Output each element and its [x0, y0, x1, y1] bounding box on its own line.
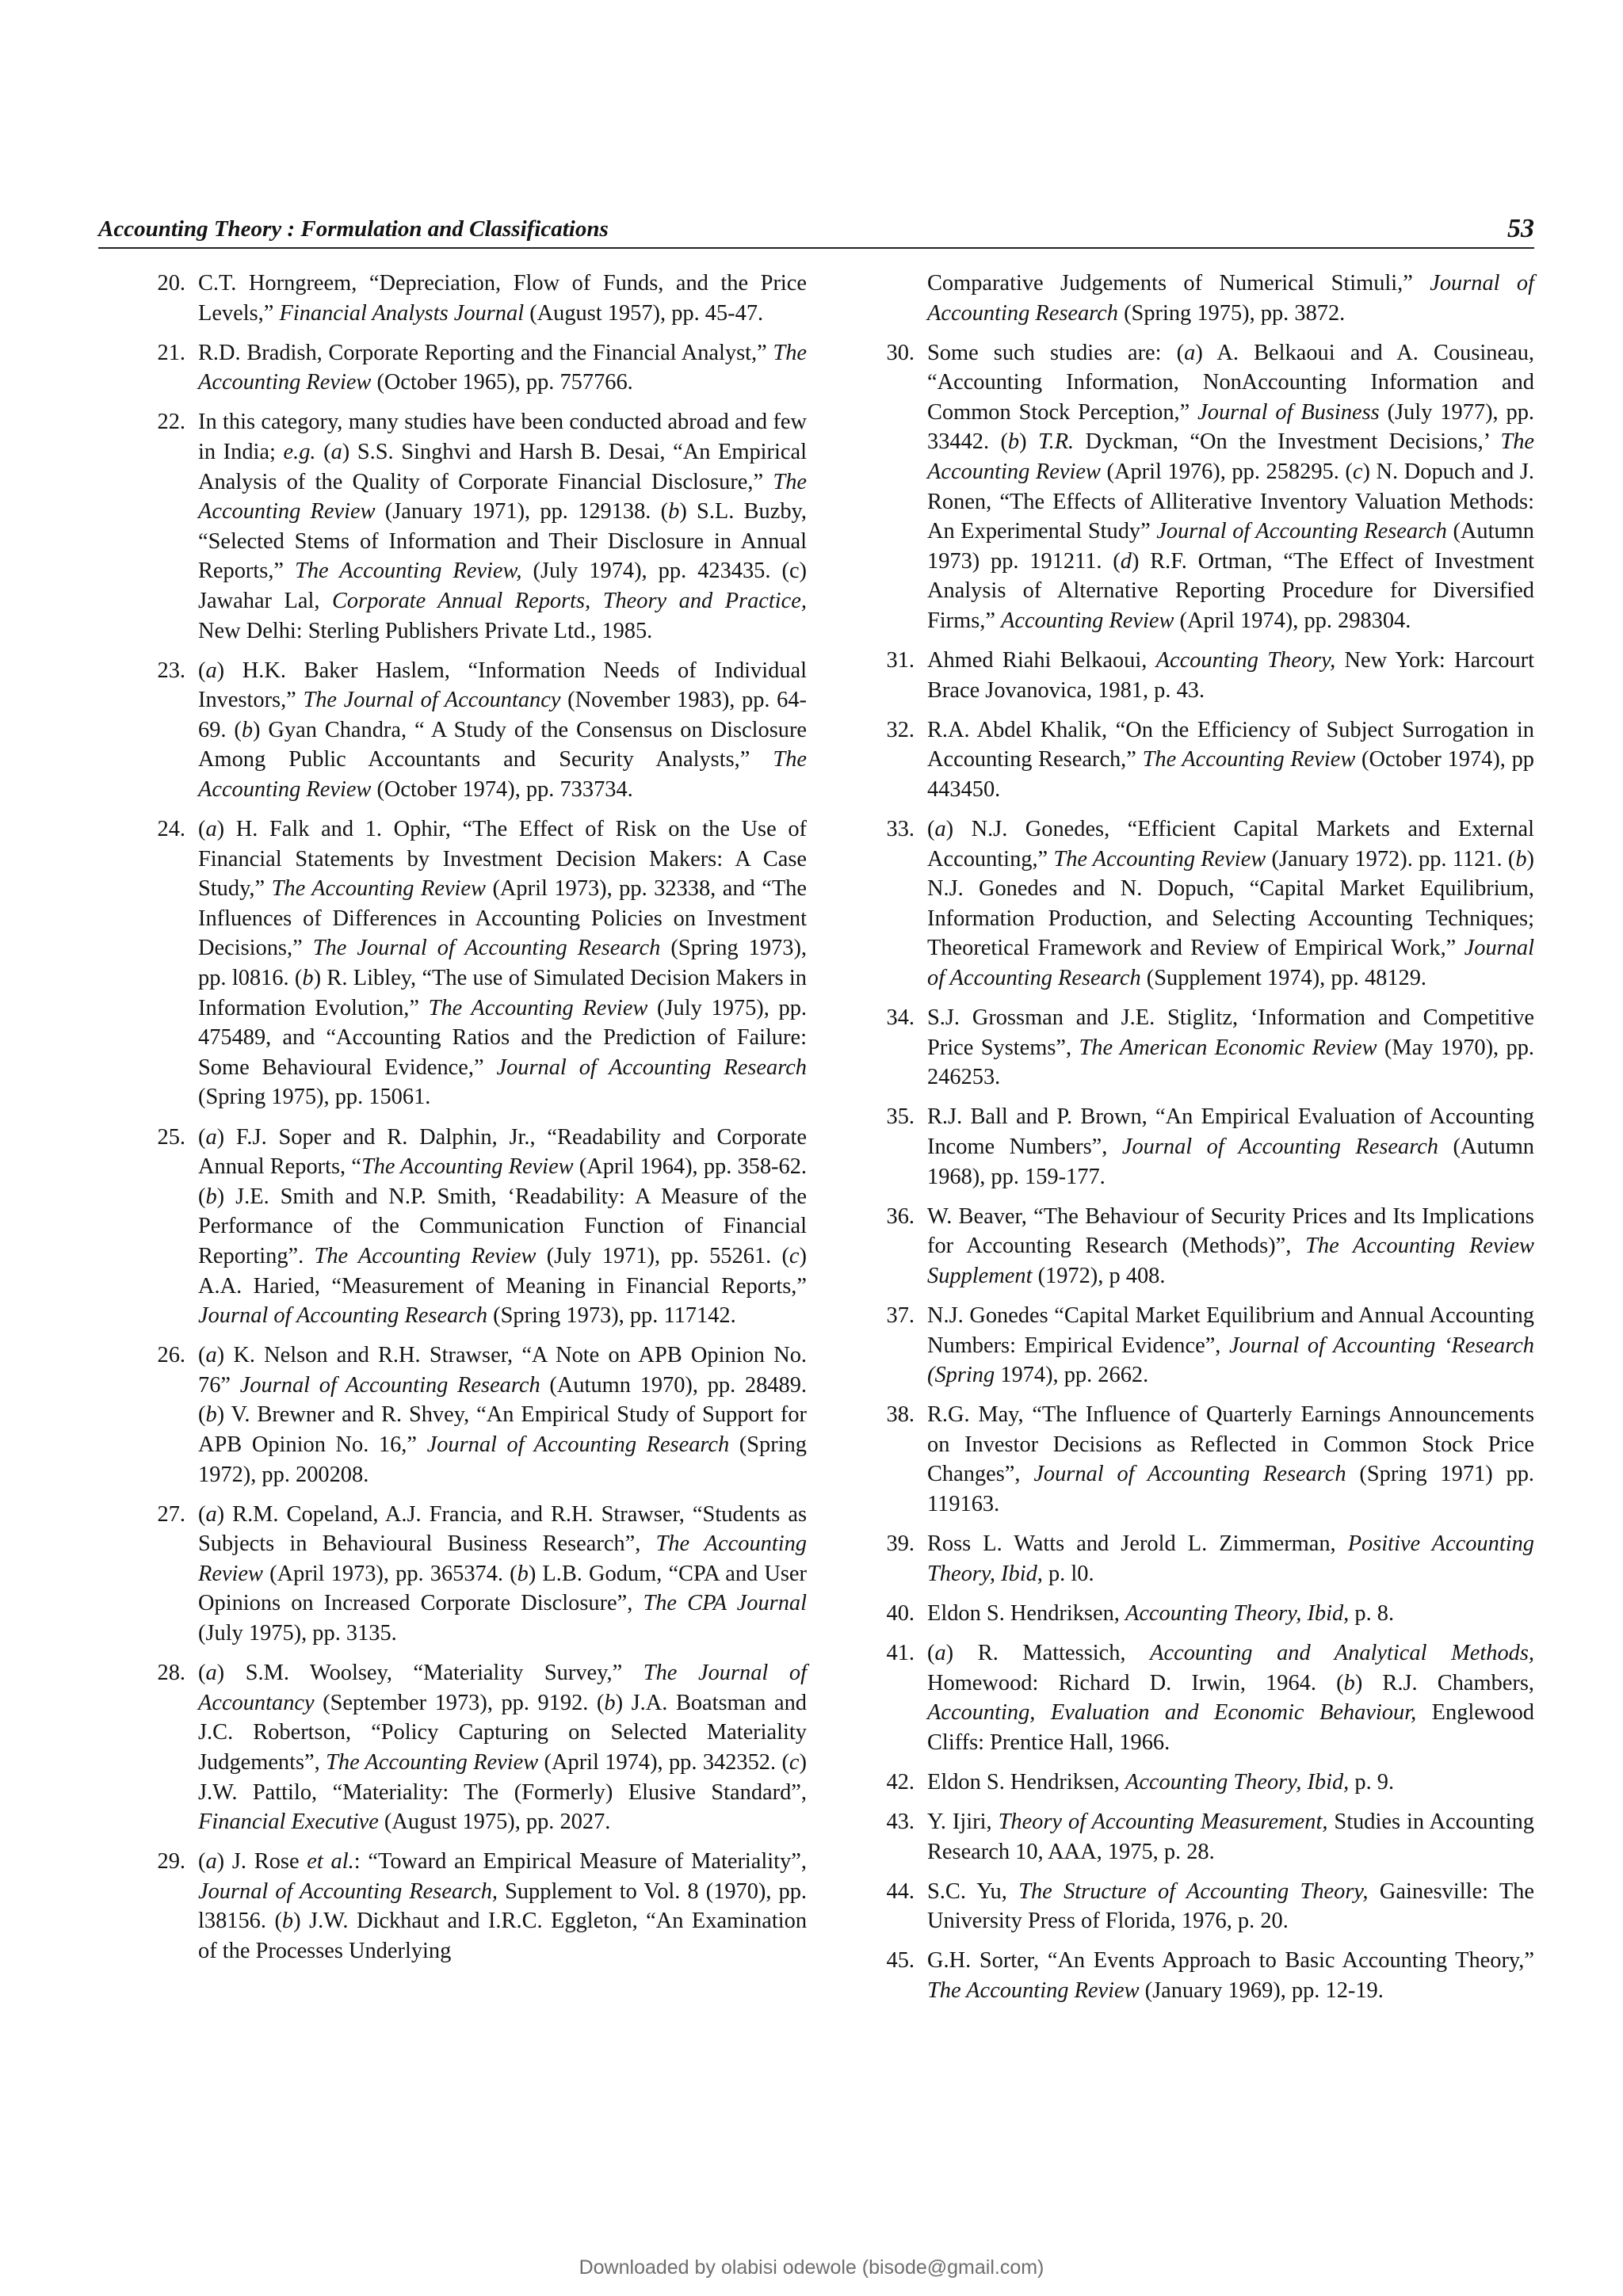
reference-entry — [880, 1768, 1534, 1798]
reference-text: W. Beaver, “The Behaviour of Security Prices and Its Implications for Accounting Research (Methods)”, The Accounting Review Supplement (1972), p 408. — [927, 1203, 1534, 1288]
reference-number: 41. — [886, 1640, 915, 1665]
reference-entry — [151, 338, 807, 398]
reference-entry — [880, 1102, 1534, 1192]
reference-text: R.G. May, “The Influence of Quarterly Earnings Announcements on Investor Decisions as Reflected in Common Stock Price Changes”, Journal of Accounting Research (Spring 1971) pp. 119163. — [927, 1402, 1534, 1517]
reference-entry — [151, 656, 807, 805]
reference-text: In this category, many studies have been conducted abroad and few in India; e.g. (a) S.S. Singhvi and Harsh B. Desai, “An Empirical Analysis of the Quality of Corporate Financial Disclosure,” The Accounting Review (January 1971), pp. 129138. (b) S.L. Buzby, “Selected Stems of Information and Their Disclosure in Annual Reports,” The Accounting Review, (July 1974), pp. 423435. (c) Jawahar Lal, Corporate Annual Reports, Theory and Practice, New Delhi: Sterling Publishers Private Ltd., 1985. — [198, 410, 808, 643]
reference-text: (a) R.M. Copeland, A.J. Francia, and R.H. Strawser, “Students as Subjects in Behavioural Business Research”, The Accounting Review (April 1973), pp. 365374. (b) L.B. Godum, “CPA and User Opinions on Increased Corporate Disclosure”, The CPA Journal (July 1975), pp. 3135. — [198, 1501, 808, 1646]
reference-number: 44. — [886, 1878, 915, 1904]
reference-text: (a) N.J. Gonedes, “Efficient Capital Markets and External Accounting,” The Accounting Review (January 1972). pp. 1121. (b) N.J. Gonedes and N. Dopuch, “Capital Market Equilibrium, Information Production, and Selecting Accounting Techniques; Theoretical Framework and Review of Empirical Work,” Journal of Accounting Research (Supplement 1974), pp. 48129. — [927, 817, 1534, 991]
reference-entry — [151, 1123, 807, 1331]
reference-entry — [880, 269, 1534, 328]
reference-text: Ahmed Riahi Belkaoui, Accounting Theory, New York: Harcourt Brace Jovanovica, 1981, p. 43. — [927, 648, 1534, 703]
reference-number: 26. — [157, 1343, 185, 1368]
reference-number: 36. — [886, 1203, 915, 1229]
reference-entry — [151, 269, 807, 328]
reference-entry — [880, 715, 1534, 805]
reference-text: Comparative Judgements of Numerical Stimuli,” Journal of Accounting Research (Spring 1975), pp. 3872. — [927, 271, 1535, 326]
reference-text: G.H. Sorter, “An Events Approach to Basic Accounting Theory,” The Accounting Review (January 1969), pp. 12-19. — [927, 1948, 1534, 2003]
reference-entry — [880, 338, 1534, 636]
reference-number: 38. — [886, 1402, 915, 1428]
reference-entry — [880, 646, 1534, 705]
reference-entry — [880, 1400, 1534, 1519]
reference-text: N.J. Gonedes “Capital Market Equilibrium and Annual Accounting Numbers: Empirical Evidence”, Journal of Accounting ‘Research (Spring 1974), pp. 2662. — [927, 1303, 1534, 1388]
reference-number: 25. — [157, 1124, 185, 1150]
reference-number: 33. — [886, 817, 915, 842]
reference-text: Y. Ijiri, Theory of Accounting Measurement, Studies in Accounting Research 10, AAA, 1975, p. 28. — [927, 1809, 1534, 1864]
reference-number: 27. — [157, 1501, 185, 1527]
reference-number: 23. — [157, 658, 185, 683]
reference-number: 31. — [886, 648, 915, 673]
reference-text: S.C. Yu, The Structure of Accounting Theory, Gainesville: The University Press of Florida, 1976, p. 20. — [927, 1878, 1534, 1934]
reference-number: 35. — [886, 1104, 915, 1130]
reference-number: 43. — [886, 1809, 915, 1834]
reference-entry — [151, 1500, 807, 1649]
reference-number: 42. — [886, 1769, 915, 1794]
reference-entry — [880, 1946, 1534, 2005]
reference-entry — [151, 1847, 807, 1966]
reference-text: Some such studies are: (a) A. Belkaoui and A. Cousineau, “Accounting Information, NonAccounting Information and Common Stock Perception,” Journal of Business (July 1977), pp. 33442. (b) T.R. Dyckman, “On the Investment Decisions,’ The Accounting Review (April 1976), pp. 258295. (c) N. Dopuch and J. Ronen, “The Effects of Alliterative Inventory Valuation Methods: An Experimental Study” Journal of Accounting Research (Autumn 1973) pp. 191211. (d) R.F. Ortman, “The Effect of Investment Analysis of Alternative Reporting Procedure for Diversified Firms,” Accounting Review (April 1974), pp. 298304. — [927, 340, 1535, 634]
reference-entry — [880, 1202, 1534, 1291]
reference-text: R.D. Bradish, Corporate Reporting and the Financial Analyst,” The Accounting Review (October 1965), pp. 757766. — [198, 340, 807, 395]
right-reference-column — [880, 269, 1534, 2016]
reference-entry — [880, 1529, 1534, 1589]
reference-text: (a) H.K. Baker Haslem, “Information Needs of Individual Investors,” The Journal of Accountancy (November 1983), pp. 64-69. (b) Gyan Chandra, “ A Study of the Consensus on Disclosure Among Public Accountants and Security Analysts,” The Accounting Review (October 1974), pp. 733734. — [198, 658, 808, 802]
reference-text: (a) J. Rose et al.: “Toward an Empirical Measure of Materiality”, Journal of Accounting Research, Supplement to Vol. 8 (1970), pp. l38156. (b) J.W. Dickhaut and I.R.C. Eggleton, “An Examination of the Processes Underlying — [198, 1849, 808, 1963]
reference-text: (a) F.J. Soper and R. Dalphin, Jr., “Readability and Corporate Annual Reports, “The Accounting Review (April 1964), pp. 358-62. (b) J.E. Smith and N.P. Smith, ‘Readability: A Measure of the Performance of the Communication Function of Financial Reporting”. The Accounting Review (July 1971), pp. 55261. (c) A.A. Haried, “Measurement of Meaning in Financial Reports,” Journal of Accounting Research (Spring 1973), pp. 117142. — [198, 1124, 807, 1329]
reference-number: 20. — [157, 271, 185, 296]
page-number: 53 — [1507, 214, 1534, 243]
reference-number: 24. — [157, 817, 185, 842]
reference-number: 28. — [157, 1661, 185, 1686]
reference-text: (a) S.M. Woolsey, “Materiality Survey,” The Journal of Accountancy (September 1973), pp. 9192. (b) J.A. Boatsman and J.C. Robertson, “Policy Capturing on Selected Materiality Judgements”, The Accounting Review (April 1974), pp. 342352. (c) J.W. Pattilo, “Materiality: The (Formerly) Elusive Standard”, Financial Executive (August 1975), pp. 2027. — [198, 1661, 807, 1835]
reference-number: 29. — [157, 1849, 185, 1875]
reference-text: (a) K. Nelson and R.H. Strawser, “A Note on APB Opinion No. 76” Journal of Accounting Research (Autumn 1970), pp. 28489. (b) V. Brewner and R. Shvey, “An Empirical Study of Support for APB Opinion No. 16,” Journal of Accounting Research (Spring 1972), pp. 200208. — [198, 1343, 807, 1487]
reference-text: S.J. Grossman and J.E. Stiglitz, ‘Information and Competitive Price Systems”, The American Economic Review (May 1970), pp. 246253. — [927, 1005, 1535, 1090]
reference-entry — [880, 1877, 1534, 1936]
running-title: Accounting Theory : Formulation and Classifications — [98, 216, 609, 242]
reference-number: 21. — [157, 340, 185, 365]
reference-number: 22. — [157, 410, 185, 435]
reference-text: Eldon S. Hendriksen, Accounting Theory, Ibid, p. 9. — [927, 1769, 1395, 1794]
reference-entry — [880, 1599, 1534, 1629]
reference-entry — [880, 1638, 1534, 1757]
reference-text: (a) R. Mattessich, Accounting and Analytical Methods, Homewood: Richard D. Irwin, 1964. (b) R.J. Chambers, Accounting, Evaluation and Economic Behaviour, Englewood Cliffs: Prentice Hall, 1966. — [927, 1640, 1534, 1755]
reference-number: 34. — [886, 1005, 915, 1031]
reference-text: Eldon S. Hendriksen, Accounting Theory, Ibid, p. 8. — [927, 1600, 1395, 1626]
reference-number: 30. — [886, 340, 915, 365]
reference-number: 37. — [886, 1303, 915, 1328]
download-footer: Downloaded by olabisi odewole (bisode@gmail.com) — [579, 2256, 1044, 2279]
reference-number: 39. — [886, 1531, 915, 1557]
reference-text: R.J. Ball and P. Brown, “An Empirical Evaluation of Accounting Income Numbers”, Journal of Accounting Research (Autumn 1968), pp. 159-177. — [927, 1104, 1534, 1189]
reference-number: 32. — [886, 717, 915, 742]
reference-text: (a) H. Falk and 1. Ophir, “The Effect of Risk on the Use of Financial Statements by Investment Decision Makers: A Case Study,” The Accounting Review (April 1973), pp. 32338, and “The Influences of Differences in Accounting Policies on Investment Decisions,” The Journal of Accounting Research (Spring 1973), pp. l0816. (b) R. Libley, “The use of Simulated Decision Makers in Information Evolution,” The Accounting Review (July 1975), pp. 475489, and “Accounting Ratios and the Prediction of Failure: Some Behavioural Evidence,” Journal of Accounting Research (Spring 1975), pp. 15061. — [198, 817, 807, 1110]
reference-entry — [880, 1301, 1534, 1390]
reference-number: 45. — [886, 1948, 915, 1974]
reference-number: 40. — [886, 1600, 915, 1626]
reference-text: R.A. Abdel Khalik, “On the Efficiency of Subject Surrogation in Accounting Research,” The Accounting Review (October 1974), pp 443450. — [927, 717, 1534, 802]
reference-entry — [151, 814, 807, 1112]
left-reference-column — [151, 269, 807, 1976]
reference-text: Ross L. Watts and Jerold L. Zimmerman, Positive Accounting Theory, Ibid, p. l0. — [927, 1531, 1534, 1586]
reference-entry — [880, 1807, 1534, 1867]
running-header — [98, 212, 1534, 249]
reference-text: C.T. Horngreem, “Depreciation, Flow of Funds, and the Price Levels,” Financial Analysts Journal (August 1957), pp. 45-47. — [198, 271, 807, 326]
reference-entry — [151, 1341, 807, 1489]
reference-entry — [880, 814, 1534, 994]
reference-entry — [880, 1003, 1534, 1093]
reference-entry — [151, 1658, 807, 1837]
reference-entry — [151, 407, 807, 646]
